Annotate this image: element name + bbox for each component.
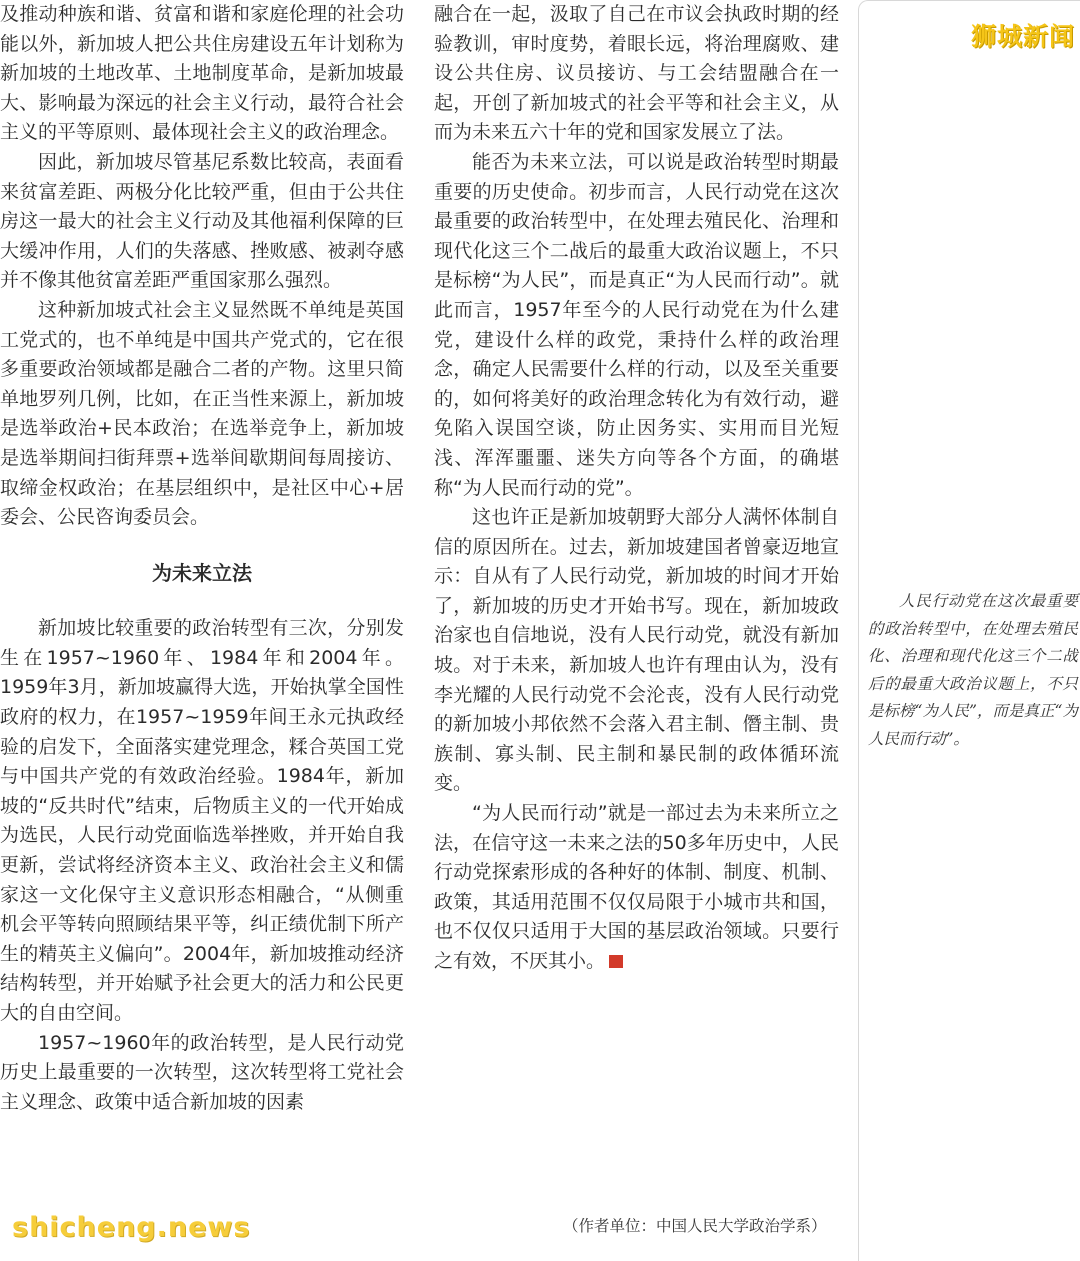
article-column-middle: [434, 0, 839, 977]
article-column-left: [0, 0, 404, 1117]
paragraph: 融合在一起，汲取了自己在市议会执政时期的经验教训，审时度势，着眼长远，将治理腐败、建设公共住房、议员接访、与工会结盟融合在一起，开创了新加坡式的社会平等和社会主义，从而为未来五六十年的党和国家发展立了法。: [434, 3, 839, 144]
paragraph: 这也许正是新加坡朝野大部分人满怀体制自信的原因所在。过去，新加坡建国者曾豪迈地宣示：自从有了人民行动党，新加坡的时间才开始了，新加坡的历史才开始书写。现在，新加坡政治家也自信地说，没有人民行动党，就没有新加坡。对于未来，新加坡人也许有理由认为，没有李光耀的人民行动党不会沦丧，没有人民行动党的新加坡小邦依然不会落入君主制、僭主制、贵族制、寡头制、民主制和暴民制的政体循环流变。: [434, 506, 839, 795]
paragraph: [434, 799, 839, 977]
pull-quote-text: 人民行动党在这次最重要的政治转型中，在处理去殖民化、治理和现代化这三个二战后的最重大政治议题上，不只是标榜“为人民”，而是真正“为人民而行动”。: [868, 592, 1078, 748]
paragraph: 能否为未来立法，可以说是政治转型时期最重要的历史使命。初步而言，人民行动党在这次最重要的政治转型中，在处理去殖民化、治理和现代化这三个二战后的最重大政治议题上，不只是标榜“为人民”，而是真正“为人民而行动”。就此而言，1957年至今的人民行动党在为什么建党，建设什么样的政党，秉持什么样的政治理念，确定人民需要什么样的行动，以及至关重要的，如何将美好的政治理念转化为有效行动，避免陷入误国空谈，防止因务实、实用而目光短浅、浑浑噩噩、迷失方向等各个方面，的确堪称“为人民而行动的党”。: [434, 150, 839, 499]
brand-logo: 狮城新闻: [970, 22, 1075, 51]
section-heading: 为未来立法: [152, 560, 252, 585]
paragraph: 1957~1960年的政治转型，是人民行动党历史上最重要的一次转型，这次转型将工党社会主义理念、政策中适合新加坡的因素: [0, 1031, 404, 1113]
end-mark-icon: Z: [609, 955, 623, 968]
author-affiliation: （作者单位：中国人民大学政治学系）: [563, 1217, 827, 1235]
paragraph: 新加坡比较重要的政治转型有三次，分别发生在1957~1960年、1984年和2004年。1959年3月，新加坡赢得大选，开始执掌全国性政府的权力，在1957~1959年间王永元执政经验的启发下，全面落实建党理念，糅合英国工党与中国共产党的有效政治经验。1984年，新加坡的“反共时代”结束，后物质主义的一代开始成为选民，人民行动党面临选举挫败，并开始自我更新，尝试将经济资本主义、政治社会主义和儒家这一文化保守主义意识形态相融合，“从侧重机会平等转向照顾结果平等，纠正绩优制下所产生的精英主义偏向”。2004年，新加坡推动经济结构转型，并开始赋予社会更大的活力和公民更大的自由空间。: [0, 617, 404, 1024]
paragraph: 及推动种族和谐、贫富和谐和家庭伦理的社会功能以外，新加坡人把公共住房建设五年计划称为新加坡的土地改革、土地制度革命，是新加坡最大、影响最为深远的社会主义行动，最符合社会主义的平等原则、最体现社会主义的政治理念。: [0, 3, 404, 144]
paragraph-text: “为人民而行动”就是一部过去为未来所立之法，在信守这一未来之法的50多年历史中，人民行动党探索形成的各种好的体制、制度、机制、政策，其适用范围不仅仅局限于小城市共和国，也不仅仅只适用于大国的基层政治领域。只要行之有效，不厌其小。: [434, 802, 839, 972]
pull-quote: [868, 588, 1078, 753]
watermark: shicheng.news: [12, 1212, 251, 1243]
paragraph: 因此，新加坡尽管基尼系数比较高，表面看来贫富差距、两极分化比较严重，但由于公共住房这一最大的社会主义行动及其他福利保障的巨大缓冲作用，人们的失落感、挫败感、被剥夺感并不像其他贫富差距严重国家那么强烈。: [0, 150, 404, 292]
paragraph: 这种新加坡式社会主义显然既不单纯是英国工党式的，也不单纯是中国共产党式的，它在很多重要政治领域都是融合二者的产物。这里只简单地罗列几例，比如，在正当性来源上，新加坡是选举政治+民本政治；在选举竞争上，新加坡是选举期间扫街拜票+选举间歇期间每周接访、取缔金权政治；在基层组织中，是社区中心+居委会、公民咨询委员会。: [0, 298, 404, 529]
